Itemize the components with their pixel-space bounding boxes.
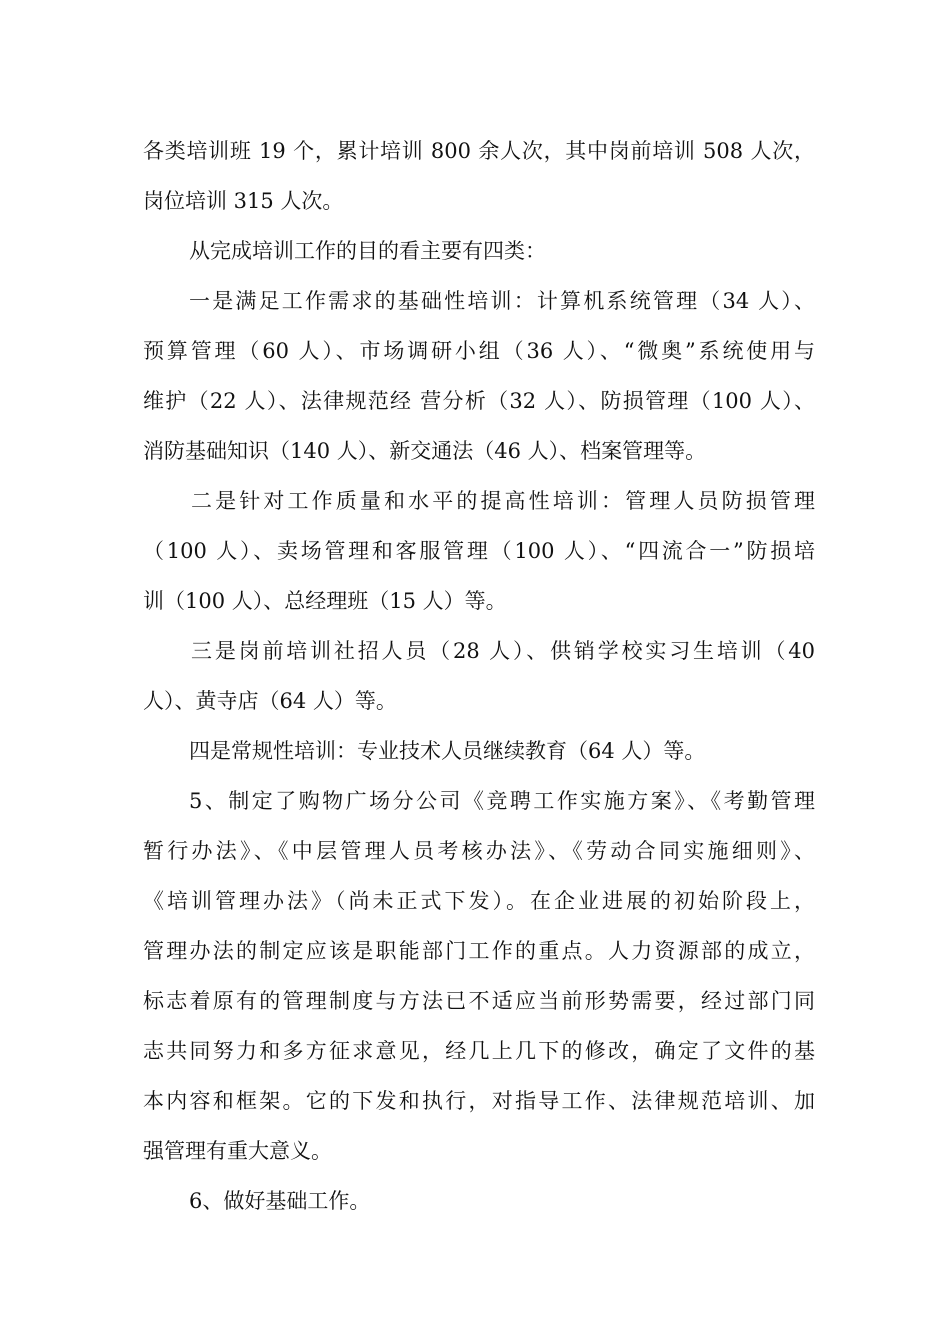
text-line: 管理办法的制定应该是职能部门工作的重点。人力资源部的成立，: [143, 939, 815, 963]
text-line: 6、做好基础工作。: [189, 1189, 371, 1213]
text-line: 三是岗前培训社招人员（28 人）、供销学校实习生培训（40: [191, 639, 815, 663]
text-line: 二是针对工作质量和水平的提高性培训：管理人员防损管理: [191, 489, 815, 513]
text-line: 四是常规性培训：专业技术人员继续教育（64 人）等。: [189, 739, 706, 763]
text-line: 强管理有重大意义。: [143, 1139, 332, 1163]
text-line: 从完成培训工作的目的看主要有四类：: [189, 239, 546, 263]
text-line: 岗位培训 315 人次。: [143, 189, 344, 213]
document-body: [143, 126, 815, 1226]
text-line: 标志着原有的管理制度与方法已不适应当前形势需要，经过部门同: [143, 989, 815, 1013]
text-line: 暂行办法》、《中层管理人员考核办法》、《劳动合同实施细则》、: [143, 839, 815, 863]
text-line: 《培训管理办法》（尚未正式下发）。在企业进展的初始阶段上，: [143, 889, 815, 913]
text-line: 人）、黄寺店（64 人）等。: [143, 689, 397, 713]
text-line: 一是满足工作需求的基础性培训：计算机系统管理（34 人）、: [189, 289, 815, 313]
text-line: 维护（22 人）、法律规范经 营分析（32 人）、防损管理（100 人）、: [143, 389, 815, 413]
text-line: 志共同努力和多方征求意见，经几上几下的修改，确定了文件的基: [143, 1039, 815, 1063]
text-line: 各类培训班 19 个，累计培训 800 余人次，其中岗前培训 508 人次，: [143, 139, 815, 163]
text-line: 本内容和框架。它的下发和执行，对指导工作、法律规范培训、加: [143, 1089, 815, 1113]
text-line: 预算管理（60 人）、市场调研小组（36 人）、“微奥”系统使用与: [143, 339, 815, 363]
text-line: 5、制定了购物广场分公司《竞聘工作实施方案》、《考勤管理: [189, 789, 815, 813]
text-line: 消防基础知识（140 人）、新交通法（46 人）、档案管理等。: [143, 439, 707, 463]
text-line: 训（100 人）、总经理班（15 人）等。: [143, 589, 507, 613]
text-line: （100 人）、卖场管理和客服管理（100 人）、“四流合一”防损培: [143, 539, 815, 563]
